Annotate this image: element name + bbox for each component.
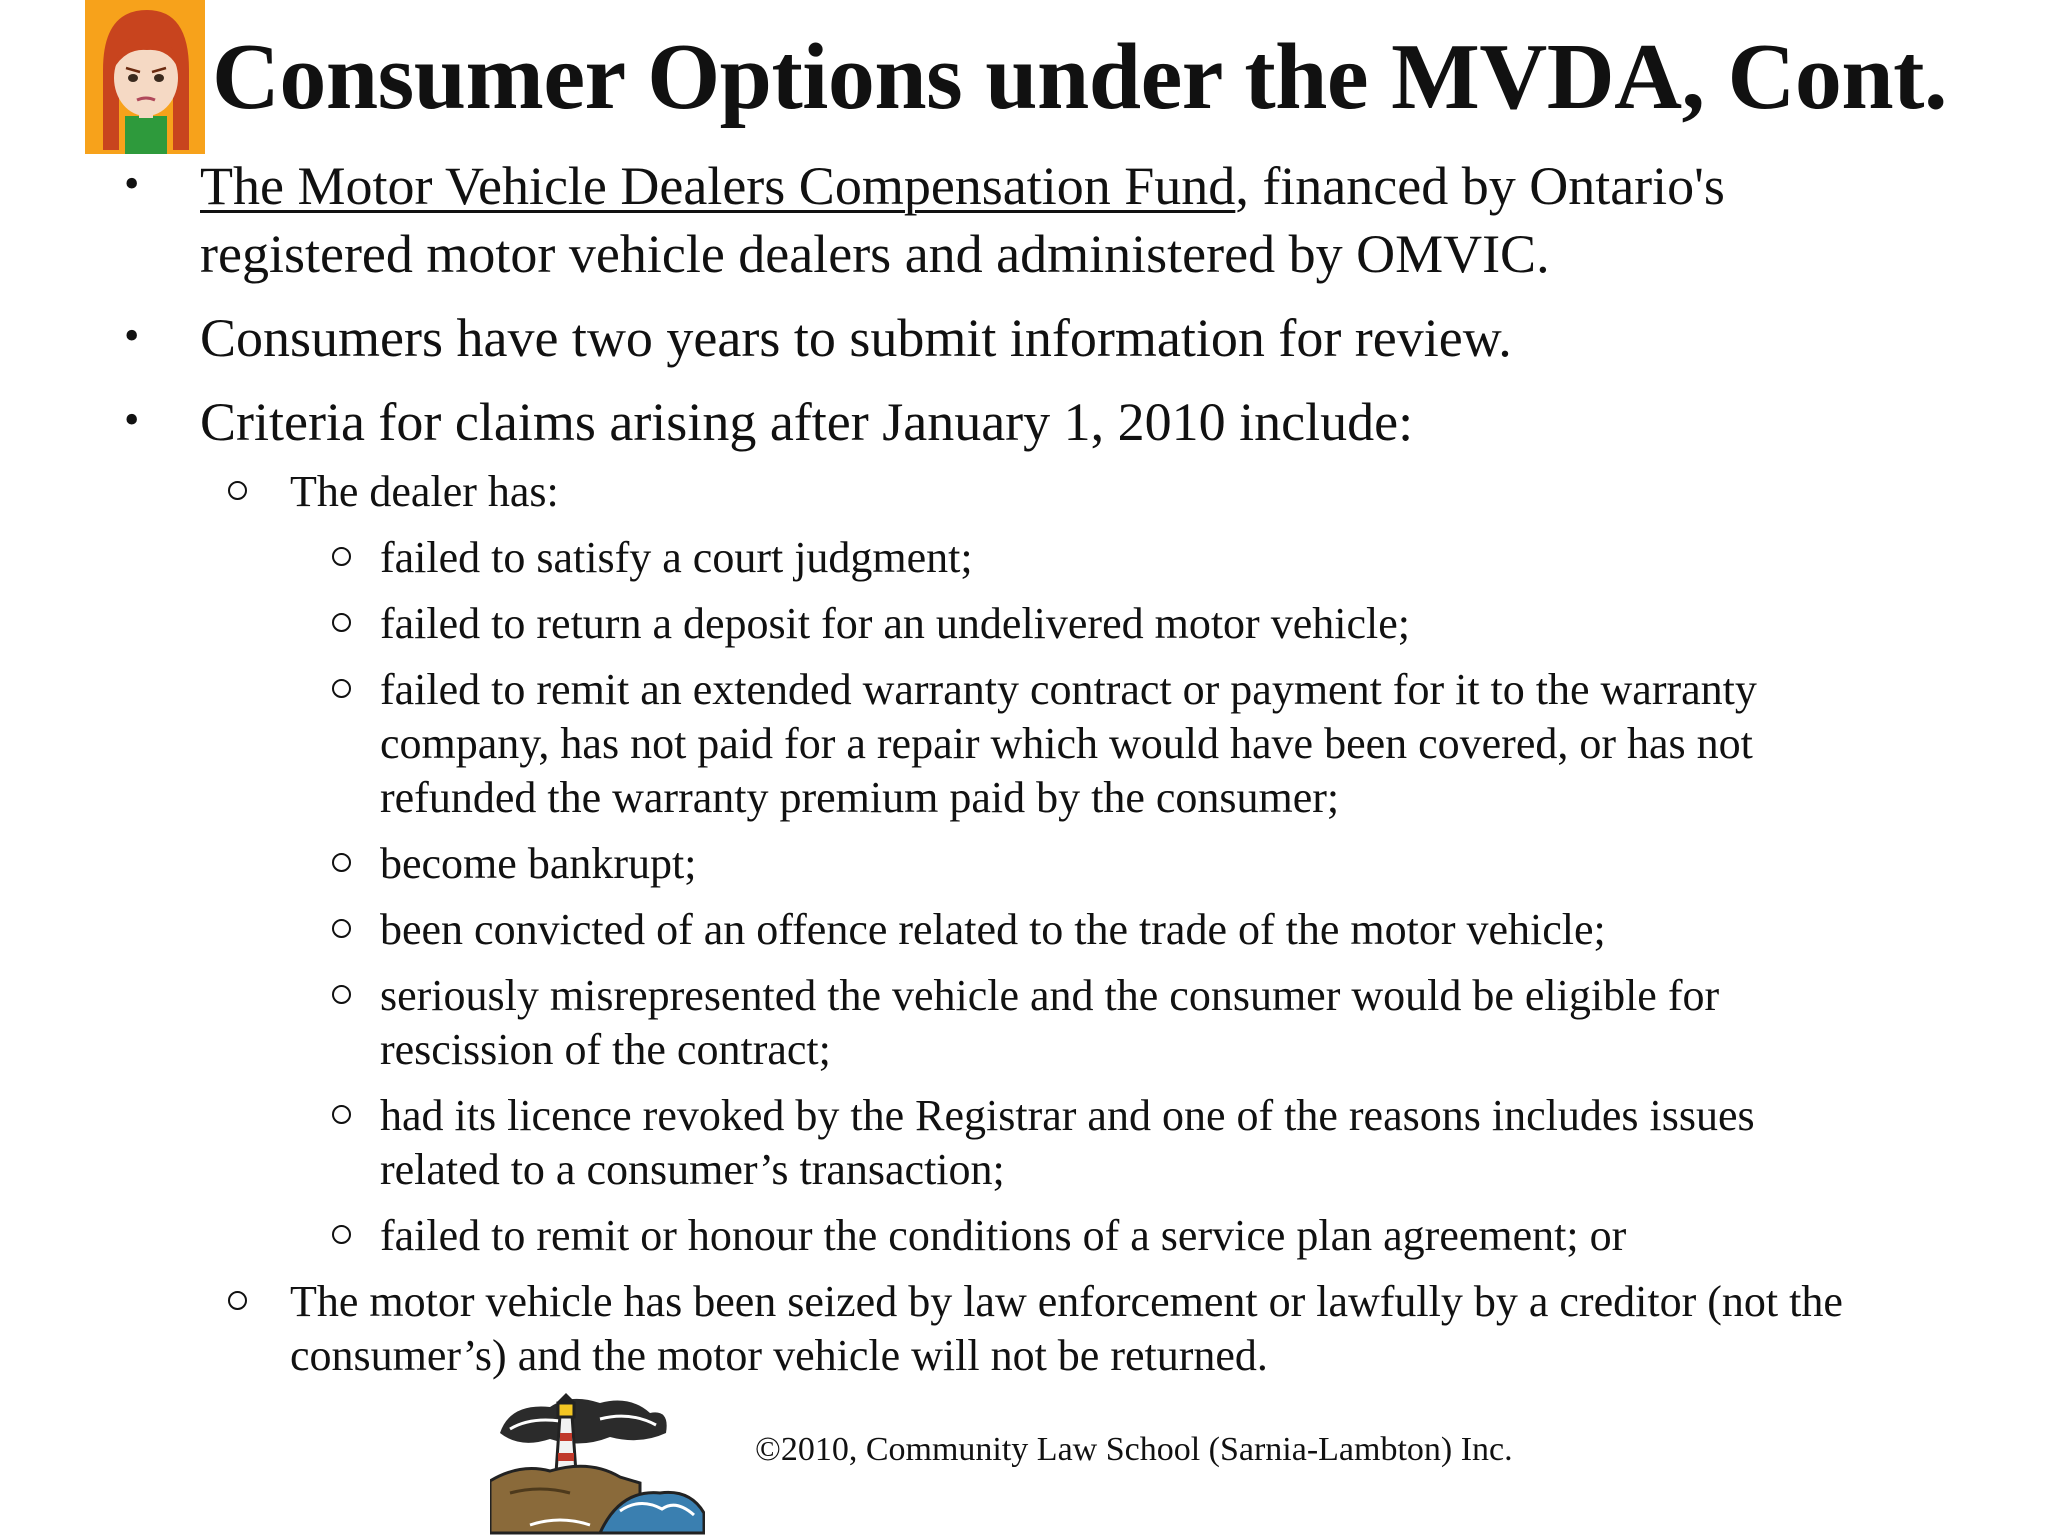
criteria-warranty-line-3: refunded the warranty premium paid by the consumer; bbox=[380, 773, 1340, 822]
sub-dealer-has: The dealer has: bbox=[290, 467, 559, 516]
bullet-dot: • bbox=[124, 395, 140, 444]
criteria-warranty-line-1: failed to remit an extended warranty contract or payment for it to the warranty bbox=[380, 665, 1757, 714]
circle-bullet bbox=[332, 1105, 351, 1124]
bullet-compensation-fund-line-1: The Motor Vehicle Dealers Compensation Fund, financed by Ontario's bbox=[200, 156, 1725, 216]
criteria-licence-revoked-line-2: related to a consumer’s transaction; bbox=[380, 1145, 1005, 1194]
criteria-warranty-line-2: company, has not paid for a repair which would have been covered, or has not bbox=[380, 719, 1753, 768]
circle-bullet bbox=[332, 1225, 351, 1244]
circle-bullet bbox=[332, 853, 351, 872]
slide-title: Consumer Options under the MVDA, Cont. bbox=[212, 25, 1947, 129]
lighthouse-icon bbox=[490, 1393, 705, 1536]
criteria-misrepresented-line-1: seriously misrepresented the vehicle and the consumer would be eligible for bbox=[380, 971, 1720, 1020]
circle-bullet bbox=[332, 919, 351, 938]
criteria-misrepresented-line-2: rescission of the contract; bbox=[380, 1025, 831, 1074]
circle-bullet bbox=[332, 547, 351, 566]
bullet-dot: • bbox=[124, 311, 140, 360]
circle-bullet bbox=[332, 613, 351, 632]
circle-bullet bbox=[228, 481, 247, 500]
sub-vehicle-seized-line-2: consumer’s) and the motor vehicle will not be returned. bbox=[290, 1331, 1268, 1380]
bullet-criteria: Criteria for claims arising after January 1, 2010 include: bbox=[200, 392, 1414, 452]
circle-bullet bbox=[332, 679, 351, 698]
criteria-deposit: failed to return a deposit for an undelivered motor vehicle; bbox=[380, 599, 1410, 648]
criteria-bankrupt: become bankrupt; bbox=[380, 839, 697, 888]
circle-bullet bbox=[228, 1291, 247, 1310]
criteria-convicted: been convicted of an offence related to the trade of the motor vehicle; bbox=[380, 905, 1606, 954]
criteria-court-judgment: failed to satisfy a court judgment; bbox=[380, 533, 973, 582]
compensation-fund-name: The Motor Vehicle Dealers Compensation Fund bbox=[200, 156, 1236, 216]
bullet-compensation-fund-line-2: registered motor vehicle dealers and administered by OMVIC. bbox=[200, 224, 1550, 284]
bullet-dot: • bbox=[124, 159, 140, 208]
criteria-licence-revoked-line-1: had its licence revoked by the Registrar and one of the reasons includes issues bbox=[380, 1091, 1755, 1140]
circle-bullet bbox=[332, 985, 351, 1004]
sub-vehicle-seized-line-1: The motor vehicle has been seized by law enforcement or lawfully by a creditor (not the bbox=[290, 1277, 1843, 1326]
footer-copyright: ©2010, Community Law School (Sarnia-Lambton) Inc. bbox=[755, 1431, 1513, 1468]
bullet-two-years: Consumers have two years to submit information for review. bbox=[200, 308, 1512, 368]
criteria-service-plan: failed to remit or honour the conditions of a service plan agreement; or bbox=[380, 1211, 1627, 1260]
